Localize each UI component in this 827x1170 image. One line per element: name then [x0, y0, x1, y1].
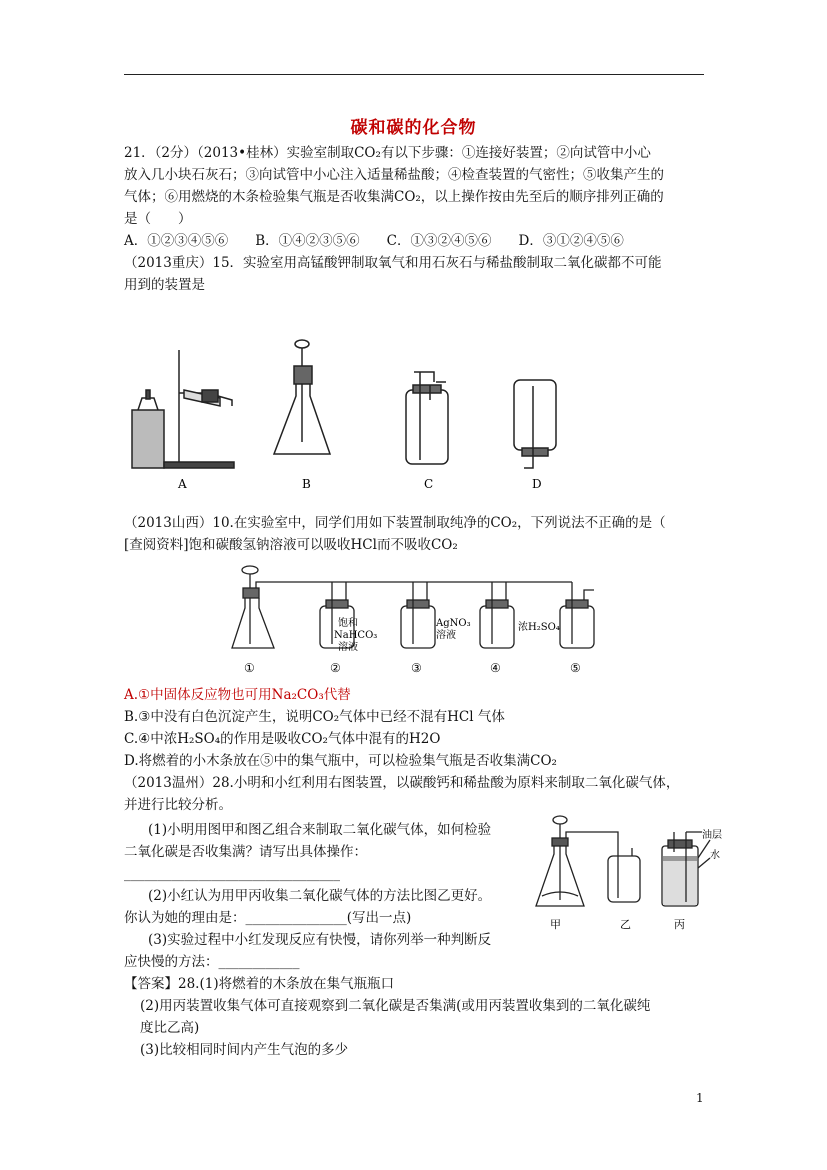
fig-label-yi: 乙 — [620, 918, 631, 931]
q21-line-3: 气体；⑥用燃烧的木条检验集气瓶是否收集满CO₂，以上操作按由先至后的顺序排列正确的 — [124, 189, 664, 205]
fig-label-jia: 甲 — [550, 918, 561, 931]
q28-sub3-b: 应快慢的方法：____________ — [124, 954, 300, 970]
label-d: D — [532, 477, 542, 491]
q10-option-b: B.③中没有白色沉淀产生，说明CO₂气体中已经不混有HCl 气体 — [124, 709, 505, 725]
q28-answer-2: (2)用丙装置收集气体可直接观察到二氧化碳是否集满(或用丙装置收集到的二氧化碳纯 — [140, 998, 651, 1014]
apparatus-figure-jia-yi-bing — [532, 812, 728, 932]
q28-sub1-a: (1)小明用图甲和图乙组合来制取二氧化碳气体，如何检验 — [148, 822, 492, 838]
q10-line-1: （2013山西）10.在实验室中，同学们用如下装置制取纯净的CO₂，下列说法不正确的是（ — [124, 515, 666, 531]
label-c: C — [424, 477, 434, 491]
q21-line-2: 放入几小块石灰石；③向试管中小心注入适量稀盐酸；④检查装置的气密性；⑤收集产生的 — [124, 167, 664, 183]
q28-sub1-b: 二氧化碳是否收集满？请写出具体操作： — [124, 844, 367, 860]
fig-label-nahco3: NaHCO₃ — [334, 630, 378, 641]
q28-answer-1: 【答案】28.(1)将燃着的木条放在集气瓶瓶口 — [124, 976, 395, 992]
label-a: A — [178, 477, 187, 491]
fig-number-1: ① — [244, 661, 255, 675]
q10-line-2: [查阅资料]饱和碳酸氢钠溶液可以吸收HCl而不吸收CO₂ — [124, 537, 458, 553]
fig-number-3: ③ — [411, 661, 422, 675]
q21-options: A．①②③④⑤⑥ B．①④②③⑤⑥ C．①③②④⑤⑥ D．③①②④⑤⑥ — [124, 233, 624, 249]
q21-line-4: 是（ ） — [124, 211, 192, 227]
apparatus-b — [274, 340, 330, 454]
q28-sub2-a: (2)小红认为用甲丙收集二氧化碳气体的方法比图乙更好。 — [148, 888, 492, 904]
fig-number-4: ④ — [490, 661, 501, 675]
label-b: B — [302, 477, 311, 491]
fig-label-saturated: 饱和 — [338, 618, 358, 629]
fig-label-water: 水 — [710, 850, 720, 861]
apparatus-figure-abcd — [124, 330, 584, 500]
fig-label-bing: 丙 — [674, 918, 685, 931]
q28-sub2-b: 你认为她的理由是：_______________(写出一点) — [124, 910, 412, 926]
apparatus-c — [406, 372, 448, 464]
purification-train-figure — [228, 560, 608, 680]
q28-line-1: （2013温州）28.小明和小红利用右图装置，以碳酸钙和稀盐酸为原料来制取二氧化碳气体， — [124, 775, 680, 791]
fig-label-h2so4: 浓H₂SO₄ — [518, 622, 560, 633]
fig-label-solution-2: 溶液 — [436, 630, 456, 641]
fig-label-oil: 油层 — [702, 830, 722, 841]
page-title: 碳和碳的化合物 — [350, 118, 477, 138]
fig-label-solution-1: 溶液 — [338, 642, 358, 653]
q28-sub1-blank: ________________________________ — [124, 866, 340, 882]
fig-number-5: ⑤ — [570, 661, 581, 675]
q21-line-1: 21．（2分）（2013•桂林）实验室制取CO₂有以下步骤：①连接好装置；②向试管中小心 — [124, 145, 651, 161]
q28-answer-3: 度比乙高) — [140, 1020, 200, 1036]
q28-answer-4: (3)比较相同时间内产生气泡的多少 — [140, 1042, 349, 1058]
page-number: 1 — [696, 1091, 704, 1105]
q15-line-1: （2013重庆）15．实验室用高锰酸钾制取氧气和用石灰石与稀盐酸制取二氧化碳都不可能 — [124, 255, 662, 271]
fig-number-2: ② — [330, 661, 341, 675]
q15-line-2: 用到的装置是 — [124, 277, 205, 293]
q28-sub3-a: (3)实验过程中小红发现反应有快慢，请你列举一种判断反 — [148, 932, 492, 948]
q10-option-d: D.将燃着的小木条放在⑤中的集气瓶中，可以检验集气瓶是否收集满CO₂ — [124, 753, 557, 769]
header-rule — [124, 74, 704, 75]
apparatus-d — [514, 380, 556, 468]
q28-line-2: 并进行比较分析。 — [124, 797, 232, 813]
apparatus-a — [132, 350, 234, 468]
q10-option-c: C.④中浓H₂SO₄的作用是吸收CO₂气体中混有的H2O — [124, 731, 441, 747]
fig-label-agno3: AgNO₃ — [436, 618, 471, 629]
q10-option-a: A.①中固体反应物也可用Na₂CO₃代替 — [124, 687, 351, 703]
